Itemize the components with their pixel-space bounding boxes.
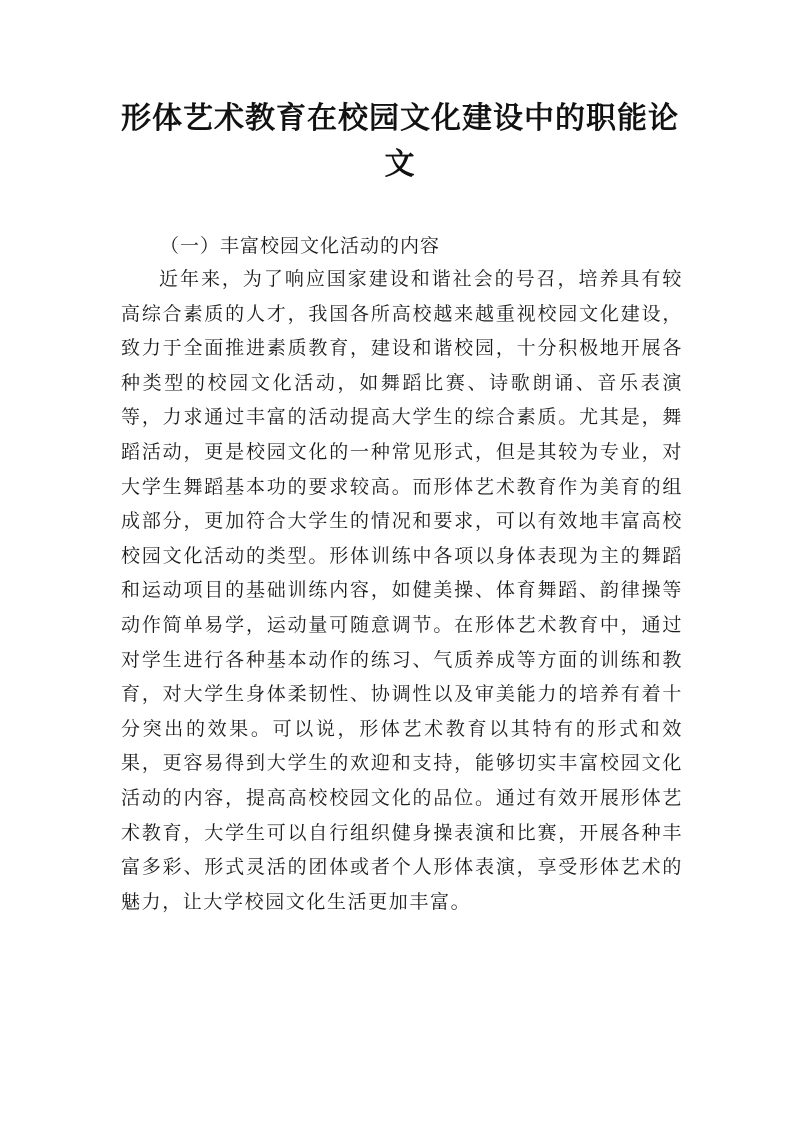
- document-title: 形体艺术教育在校园文化建设中的职能论文: [121, 101, 679, 182]
- section-heading: （一）丰富校园文化活动的内容: [160, 235, 441, 257]
- body-paragraph: 近年来，为了响应国家建设和谐社会的号召，培养具有较高综合素质的人才，我国各所高校越来越重视校园文化建设，致力于全面推进素质教育，建设和谐校园，十分积极地开展各种类型的校园文化活动，如舞蹈比赛、诗歌朗诵、音乐表演等，力求通过丰富的活动提高大学生的综合素质。尤其是，舞蹈活动，更是校园文化的一种常见形式，但是其较为专业，对大学生舞蹈基本功的要求较高。而形体艺术教育作为美育的组成部分，更加符合大学生的情况和要求，可以有效地丰富高校校园文化活动的类型。形体训练中各项以身体表现为主的舞蹈和运动项目的基础训练内容，如健美操、体育舞蹈、韵律操等动作简单易学，运动量可随意调节。在形体艺术教育中，通过对学生进行各种基本动作的练习、气质养成等方面的训练和教育，对大学生身体柔韧性、协调性以及审美能力的培养有着十分突出的效果。可以说，形体艺术教育以其特有的形式和效果，更容易得到大学生的欢迎和支持，能够切实丰富校园文化活动的内容，提高高校校园文化的品位。通过有效开展形体艺术教育，大学生可以自行组织健身操表演和比赛，开展各种丰富多彩、形式灵活的团体或者个人形体表演，享受形体艺术的魅力，让大学校园文化生活更加丰富。: [121, 268, 683, 913]
